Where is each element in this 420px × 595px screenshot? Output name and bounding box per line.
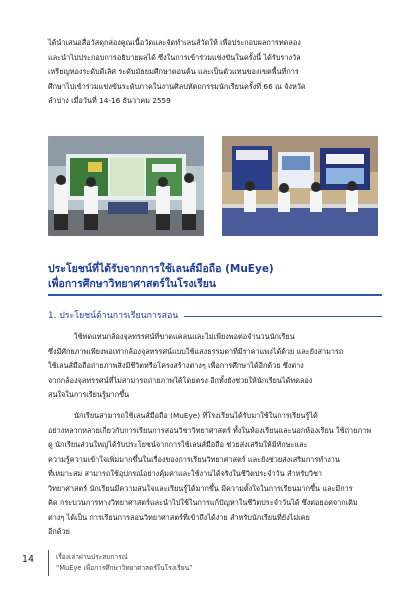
section-heading-line: เพื่อการศึกษาวิทยาศาสตร์ในโรงเรียน: [48, 278, 217, 290]
body-line: ซึ่งมีศักยภาพเพียงพอเท่ากล้องจุลทรรศน์แบบใช้แสงธรรมดาที่มีราคาแพงได้ด้วย และยังสามารถ: [48, 346, 344, 356]
intro-line: ได้นำเสนอสื่อวัสดุกล่องคูณเนื้อวัดและจัดทำเลนส์วัดให้ เพื่อประกอบผลการทดลอง: [48, 38, 301, 47]
footer-line-2: “MuEye เพื่อการศึกษาวิทยาศาสตร์ในโรงเรียน”: [56, 564, 193, 572]
body-line: ที่เหมาะสม สามารถใช้อุปกรณ์อย่างคุ้มค่าและใช้งานได้จริงในชีวิตประจำวัน สำหรับวิชา: [48, 469, 323, 478]
body-line: ความรู้ความเข้าใจเพิ่มมากขึ้นในเรื่องของการเรียนวิทยาศาสตร์ และยังช่วยส่งเสริมการทำงาน: [48, 454, 340, 464]
body-line: คิด กระบวนการทางวิทยาศาสตร์และนำไปใช้ในการแก้ปัญหาในชีวิตประจำวันได้ ซึ่งต่อยอดจากเดิม: [48, 498, 358, 507]
body-line: อย่างหลากหลายเกี่ยวกับการเรียนการสอนวิชาวิทยาศาสตร์ ทั้งในห้องเรียนและนอกห้องเรียน ใช้ถ่ายภาพ: [48, 425, 372, 435]
body-line: ใช้เลนส์มือถือถ่ายภาพสิ่งมีชีวิตหรือโครงสร้างต่างๆ เพื่อการศึกษาได้อีกด้วย ซึ่งต่าง: [48, 361, 304, 370]
section-heading-rule: [48, 294, 382, 296]
photo-students-poster-display: [48, 136, 204, 236]
body-line: ดู นักเรียนส่วนใหญ่ได้รับประโยชน์จากการใช้เลนส์มือถือ ช่วยส่งเสริมให้มีทักษะและ: [48, 440, 308, 449]
footer-line-1: เรื่องเล่าผ่านประสบการณ์: [56, 553, 128, 561]
section-heading-line: ประโยชน์ที่ได้รับจากการใช้เลนส์มือถือ (MuEye): [48, 263, 274, 275]
subsection-header: [48, 309, 382, 323]
body-line: ใช้ทดแทนกล้องจุลทรรศน์ที่ขาดแคลนและไม่เพียงพอต่อจำนวนนักเรียน: [74, 332, 295, 341]
footer-divider: [48, 550, 49, 576]
footer-caption: [56, 552, 296, 574]
page-number: 14: [22, 554, 35, 565]
photo-students-science-fair: [222, 136, 378, 236]
body-paragraph: [48, 330, 382, 403]
body-line: วิทยาศาสตร์ นักเรียนมีความสนใจและเรียนรู้ได้มากขึ้น มีความตั้งใจในการเรียนมากขึ้น และมีการ: [48, 483, 353, 493]
body-line: สนใจในการเรียนรู้มากขึ้น: [48, 390, 130, 399]
intro-line: ลำปาง เมื่อวันที่ 14-16 ธันวาคม 2559: [48, 96, 171, 105]
body-line: อีกด้วย: [48, 527, 70, 536]
body-line: นักเรียนสามารถใช้เลนส์มือถือ (MuEye) ที่โรงเรียนได้รับมาใช้ในการเรียนรู้ได้: [74, 411, 318, 420]
subsection-title: 1. ประโยชน์ด้านการเรียนการสอน: [48, 309, 184, 323]
section-heading: [48, 262, 382, 292]
intro-line: เหรียญทองระดับดีเลิศ ระดับมัธยมศึกษาตอนต้น และเป็นตัวแทนของเขตพื้นที่การ: [48, 67, 299, 76]
intro-paragraph: [48, 36, 382, 109]
body-paragraph: [48, 409, 382, 540]
body-line: จากกล้องจุลทรรศน์ที่ไม่สามารถถ่ายภาพได้โดยตรง อีกทั้งยังช่วยให้นักเรียนได้ทดลอง: [48, 375, 313, 385]
body-line: ต่างๆ ได้เป็น การเรียนการสอนวิทยาศาสตร์ที่เข้าถึงได้ง่าย สำหรับนักเรียนที่ยังไม่เคย: [48, 512, 310, 522]
intro-line: ศึกษาไปเข้าร่วมแข่งขันระดับภาคในงานศิลปหัตถกรรมนักเรียนครั้งที่ 66 ณ จังหวัด: [48, 81, 306, 91]
intro-line: และนำไปประกอบการอธิบายผลได้ ซึ่งในการเข้าร่วมแข่งขันในครั้งนี้ ได้รับรางวัล: [48, 52, 301, 62]
